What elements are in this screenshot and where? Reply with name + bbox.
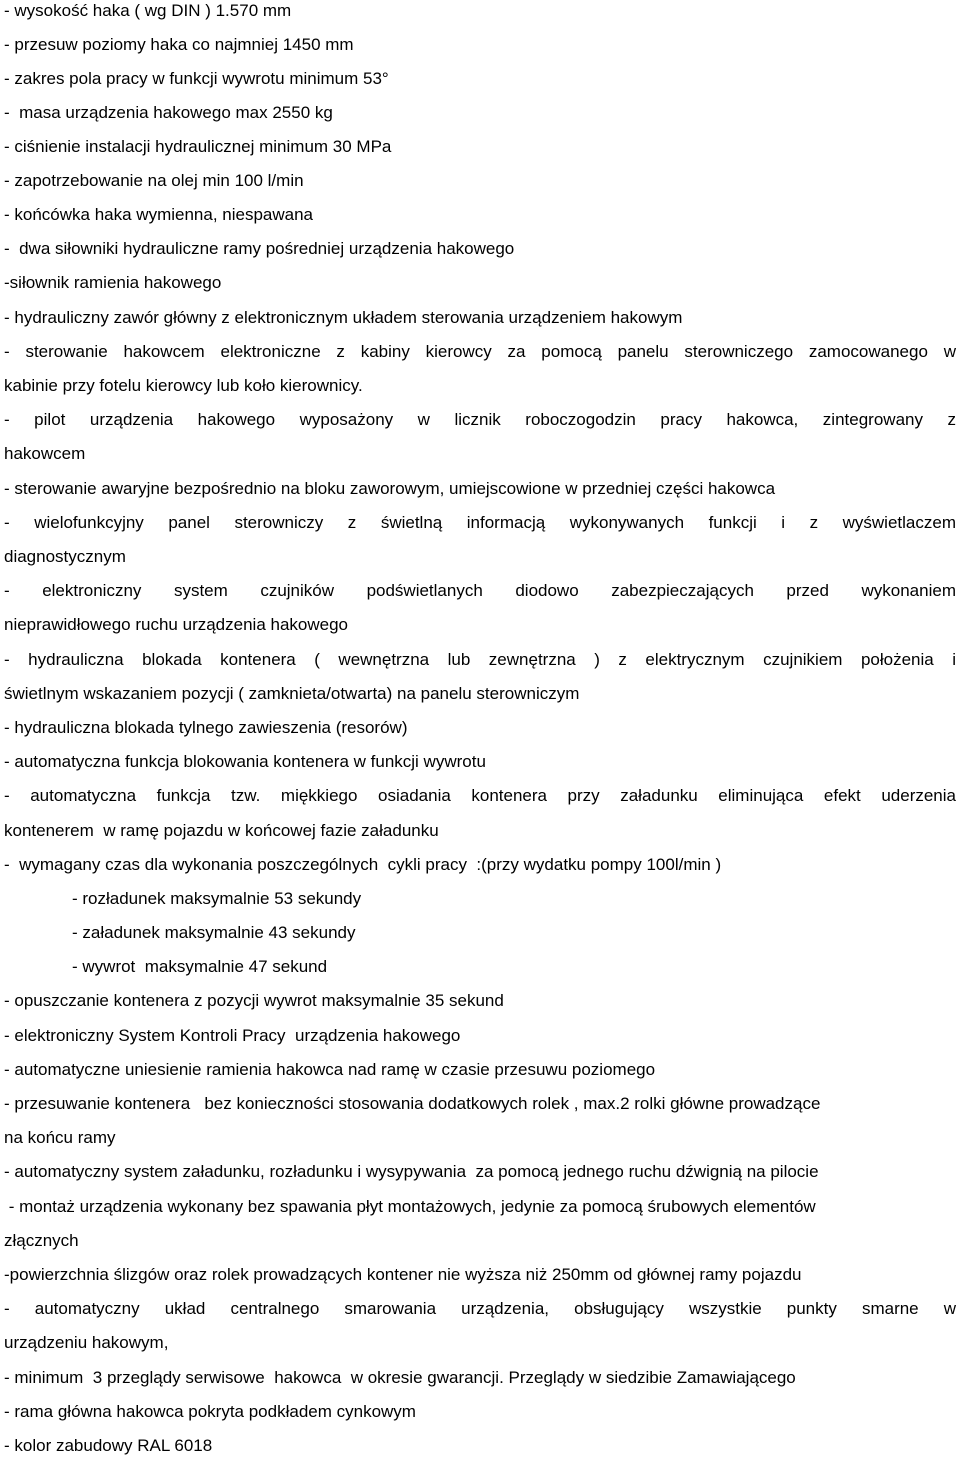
spec-line: - przesuw poziomy haka co najmniej 1450 mm xyxy=(4,35,354,54)
spec-line: - wysokość haka ( wg DIN ) 1.570 mm xyxy=(4,1,292,20)
spec-line: - wielofunkcyjny panel sterowniczy z świetlną informacją wykonywanych funkcji i z wyświetlaczem xyxy=(4,513,956,532)
spec-line: świetlnym wskazaniem pozycji ( zamknieta/otwarta) na panelu sterowniczym xyxy=(4,684,580,703)
cycle-time-item: - rozładunek maksymalnie 53 sekundy xyxy=(72,889,362,908)
spec-line: - hydrauliczna blokada tylnego zawieszenia (resorów) xyxy=(4,718,408,737)
spec-line: -powierzchnia ślizgów oraz rolek prowadzących kontener nie wyższa niż 250mm od głównej ramy pojazdu xyxy=(4,1265,802,1284)
spec-line: na końcu ramy xyxy=(4,1128,116,1147)
spec-line: - elektroniczny system czujników podświetlanych diodowo zabezpieczających przed wykonaniem xyxy=(4,581,956,600)
spec-line: - automatyczny system załadunku, rozładunku i wysypywania za pomocą jednego ruchu dźwignią na pilocie xyxy=(4,1162,819,1181)
spec-line: diagnostycznym xyxy=(4,547,126,566)
spec-line: - automatyczne uniesienie ramienia hakowca nad ramę w czasie przesuwu poziomego xyxy=(4,1060,656,1079)
spec-line: hakowcem xyxy=(4,444,86,463)
spec-line: nieprawidłowego ruchu urządzenia hakowego xyxy=(4,615,349,634)
spec-line: - kolor zabudowy RAL 6018 xyxy=(4,1436,213,1455)
spec-line: - pilot urządzenia hakowego wyposażony w licznik roboczogodzin pracy hakowca, zintegrowany z xyxy=(4,410,956,429)
spec-line: - zakres pola pracy w funkcji wywrotu minimum 53° xyxy=(4,69,389,88)
spec-line: - sterowanie hakowcem elektroniczne z kabiny kierowcy za pomocą panelu sterowniczego zamocowanego w xyxy=(4,342,956,361)
spec-line: - wymagany czas dla wykonania poszczególnych cykli pracy :(przy wydatku pompy 100l/min ) xyxy=(4,855,722,874)
spec-line: - rama główna hakowca pokryta podkładem cynkowym xyxy=(4,1402,416,1421)
spec-line: kabinie przy fotelu kierowcy lub koło kierownicy. xyxy=(4,376,363,395)
spec-line: - automatyczny układ centralnego smarowania urządzenia, obsługujący wszystkie punkty smarne w xyxy=(4,1299,956,1318)
spec-line: - montaż urządzenia wykonany bez spawania płyt montażowych, jedynie za pomocą śrubowych elementów xyxy=(4,1197,816,1216)
spec-line: - dwa siłowniki hydrauliczne ramy pośredniej urządzenia hakowego xyxy=(4,239,515,258)
spec-line: - masa urządzenia hakowego max 2550 kg xyxy=(4,103,333,122)
spec-line: - zapotrzebowanie na olej min 100 l/min xyxy=(4,171,304,190)
spec-line: - przesuwanie kontenera bez konieczności stosowania dodatkowych rolek , max.2 rolki główne prowadzące xyxy=(4,1094,821,1113)
spec-line: urządzeniu hakowym, xyxy=(4,1333,169,1352)
spec-line: - automatyczna funkcja blokowania kontenera w funkcji wywrotu xyxy=(4,752,486,771)
spec-line: - hydrauliczna blokada kontenera ( wewnętrzna lub zewnętrzna ) z elektrycznym czujnikiem położenia i xyxy=(4,650,956,669)
spec-line: -siłownik ramienia hakowego xyxy=(4,273,222,292)
spec-line: - elektroniczny System Kontroli Pracy urządzenia hakowego xyxy=(4,1026,461,1045)
spec-line: kontenerem w ramę pojazdu w końcowej fazie załadunku xyxy=(4,821,439,840)
cycle-time-item: - załadunek maksymalnie 43 sekundy xyxy=(72,923,356,942)
cycle-time-item: - wywrot maksymalnie 47 sekund xyxy=(72,957,328,976)
spec-line: - ciśnienie instalacji hydraulicznej minimum 30 MPa xyxy=(4,137,392,156)
spec-line: - automatyczna funkcja tzw. miękkiego osiadania kontenera przy załadunku eliminująca efekt uderzenia xyxy=(4,786,956,805)
spec-line: - minimum 3 przeglądy serwisowe hakowca w okresie gwarancji. Przeglądy w siedzibie Zamawiającego xyxy=(4,1368,796,1387)
spec-line: złącznych xyxy=(4,1231,79,1250)
spec-line: - sterowanie awaryjne bezpośrednio na bloku zaworowym, umiejscowione w przedniej części hakowca xyxy=(4,479,776,498)
spec-line: - końcówka haka wymienna, niespawana xyxy=(4,205,314,224)
spec-line: - hydrauliczny zawór główny z elektronicznym układem sterowania urządzeniem hakowym xyxy=(4,308,683,327)
spec-line: - opuszczanie kontenera z pozycji wywrot maksymalnie 35 sekund xyxy=(4,991,504,1010)
